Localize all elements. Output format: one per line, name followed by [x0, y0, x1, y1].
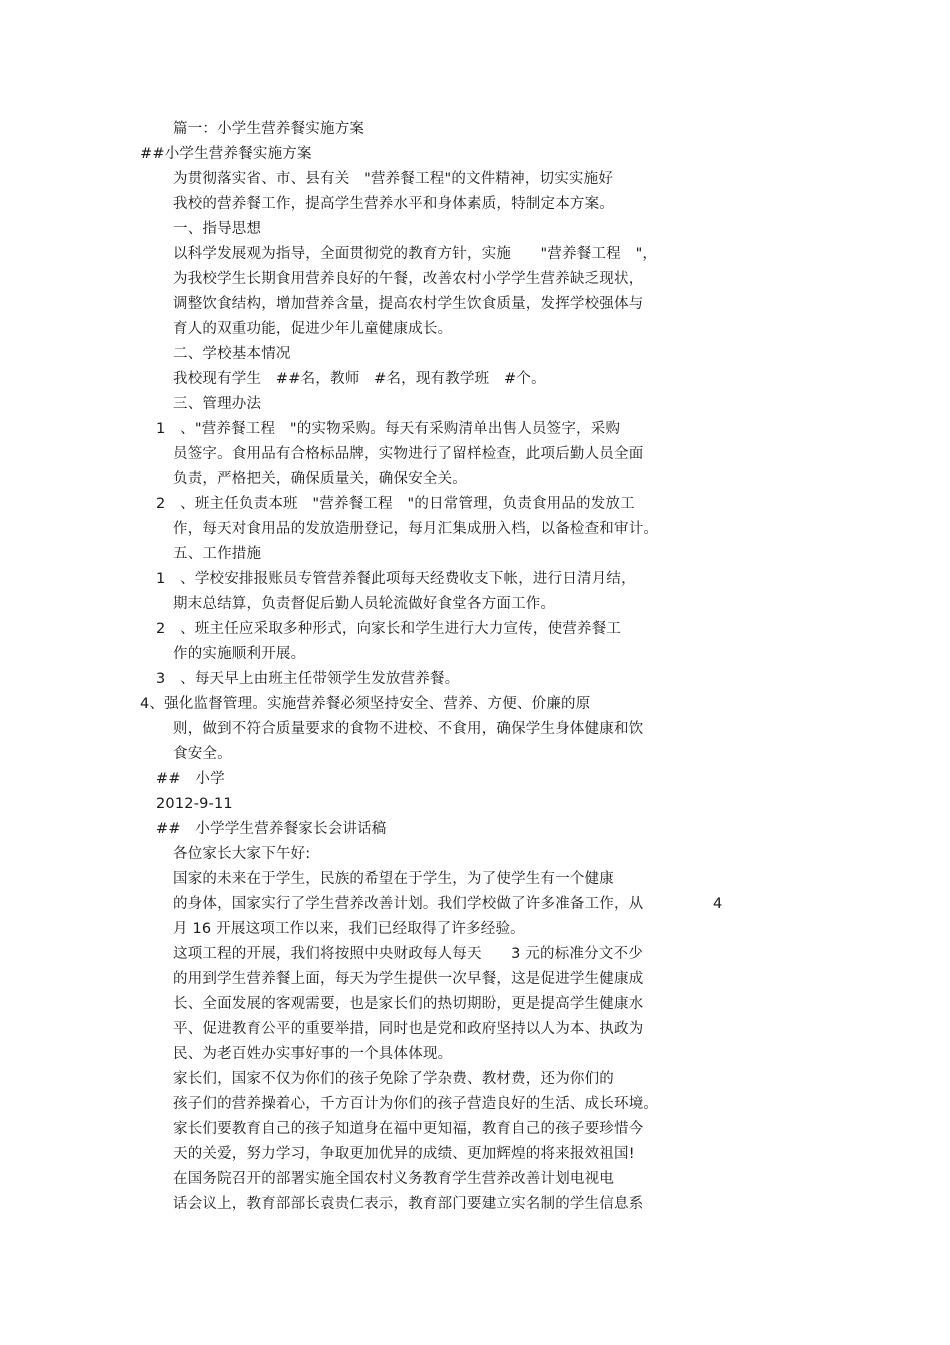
text-line: 育人的双重功能，促进少年儿童健康成长。: [173, 321, 453, 337]
text-line: 国家的未来在于学生，民族的希望在于学生，为了使学生有一个健康: [173, 871, 614, 887]
text-line: ##小学生营养餐实施方案: [140, 146, 312, 162]
text-line: 2 、班主任应采取多种形式，向家长和学生进行大力宣传，使营养餐工: [156, 621, 622, 637]
text-line: 作，每天对食用品的发放造册登记，每月汇集成册入档，以备检查和审计。: [173, 521, 659, 537]
text-line: 为我校学生长期食用营养良好的午餐，改善农村小学学生营养缺乏现状，: [173, 271, 644, 287]
text-line: 家长们要教育自己的孩子知道身在福中更知福，教育自己的孩子要珍惜今: [173, 1121, 644, 1137]
text-line: 平、促进教育公平的重要举措，同时也是党和政府坚持以人为本、执政为: [173, 1021, 644, 1037]
text-line: 我校现有学生 ##名，教师 #名，现有教学班 #个。: [173, 371, 546, 387]
text-line: 孩子们的营养操着心，千方百计为你们的孩子营造良好的生活、成长环境。: [173, 1096, 659, 1112]
text-line: 话会议上，教育部部长袁贵仁表示，教育部门要建立实名制的学生信息系: [173, 1196, 644, 1212]
text-line: 2 、班主任负责本班 "营养餐工程 "的日常管理，负责食用品的发放工: [156, 496, 635, 512]
text-line: 家长们，国家不仅为你们的孩子免除了学杂费、教材费，还为你们的: [173, 1071, 614, 1087]
text-line: 一、指导思想: [173, 221, 262, 237]
text-line: 负责，严格把关，确保质量关，确保安全关。: [173, 471, 467, 487]
text-line: 3 、每天早上由班主任带领学生发放营养餐。: [156, 671, 460, 687]
text-line: 的身体，国家实行了学生营养改善计划。我们学校做了许多准备工作，从: [173, 896, 644, 912]
text-line: 调整饮食结构，增加营养含量，提高农村学生饮食质量，发挥学校强体与: [173, 296, 644, 312]
text-line: ## 小学学生营养餐家长会讲话稿: [156, 821, 387, 837]
text-line: 员签字。食用品有合格标品牌，实物进行了留样检查，此项后勤人员全面: [173, 446, 644, 462]
text-line: 则，做到不符合质量要求的食物不进校、不食用，确保学生身体健康和饮: [173, 721, 644, 737]
text-line: 月 16 开展这项工作以来，我们已经取得了许多经验。: [173, 921, 525, 937]
text-line: 为贯彻落实省、市、县有关 "营养餐工程"的文件精神，切实实施好: [173, 171, 614, 187]
text-line: 1 、学校安排报账员专管营养餐此项每天经费收支下帐，进行日清月结，: [156, 571, 636, 587]
text-line: 在国务院召开的部署实施全国农村义务教育学生营养改善计划电视电: [173, 1171, 614, 1187]
text-line: 我校的营养餐工作，提高学生营养水平和身体素质，特制定本方案。: [173, 196, 614, 212]
text-line: 4、强化监督管理。实施营养餐必须坚持安全、营养、方便、价廉的原: [140, 696, 591, 712]
text-line: 这项工程的开展，我们将按照中央财政每人每天 3 元的标准分文不少: [173, 946, 643, 962]
text-line: 民、为老百姓办实事好事的一个具体体现。: [173, 1046, 453, 1062]
text-line: 天的关爱，努力学习，争取更加优异的成绩、更加辉煌的将来报效祖国!: [173, 1146, 635, 1162]
text-line: 各位家长大家下午好:: [173, 846, 311, 862]
text-line: 五、工作措施: [173, 546, 262, 562]
text-line: 作的实施顺利开展。: [173, 646, 306, 662]
text-line: 篇一：小学生营养餐实施方案: [173, 121, 365, 137]
text-line: 二、学校基本情况: [173, 346, 291, 362]
text-line: 三、管理办法: [173, 396, 262, 412]
text-line: 长、全面发展的客观需要，也是家长们的热切期盼，更是提高学生健康水: [173, 996, 644, 1012]
text-line: 期末总结算，负责督促后勤人员轮流做好食堂各方面工作。: [173, 596, 556, 612]
text-line: ## 小学: [156, 771, 225, 787]
text-line: 的用到学生营养餐上面，每天为学生提供一次早餐，这是促进学生健康成: [173, 971, 644, 987]
text-line: 1 、"营养餐工程 "的实物采购。每天有采购清单出售人员签字，采购: [156, 421, 621, 437]
text-line: 4: [713, 896, 723, 912]
text-line: 2012-9-11: [156, 796, 233, 812]
text-line: 以科学发展观为指导，全面贯彻党的教育方针，实施 "营养餐工程 "，: [173, 246, 658, 262]
text-line: 食安全。: [173, 746, 232, 762]
